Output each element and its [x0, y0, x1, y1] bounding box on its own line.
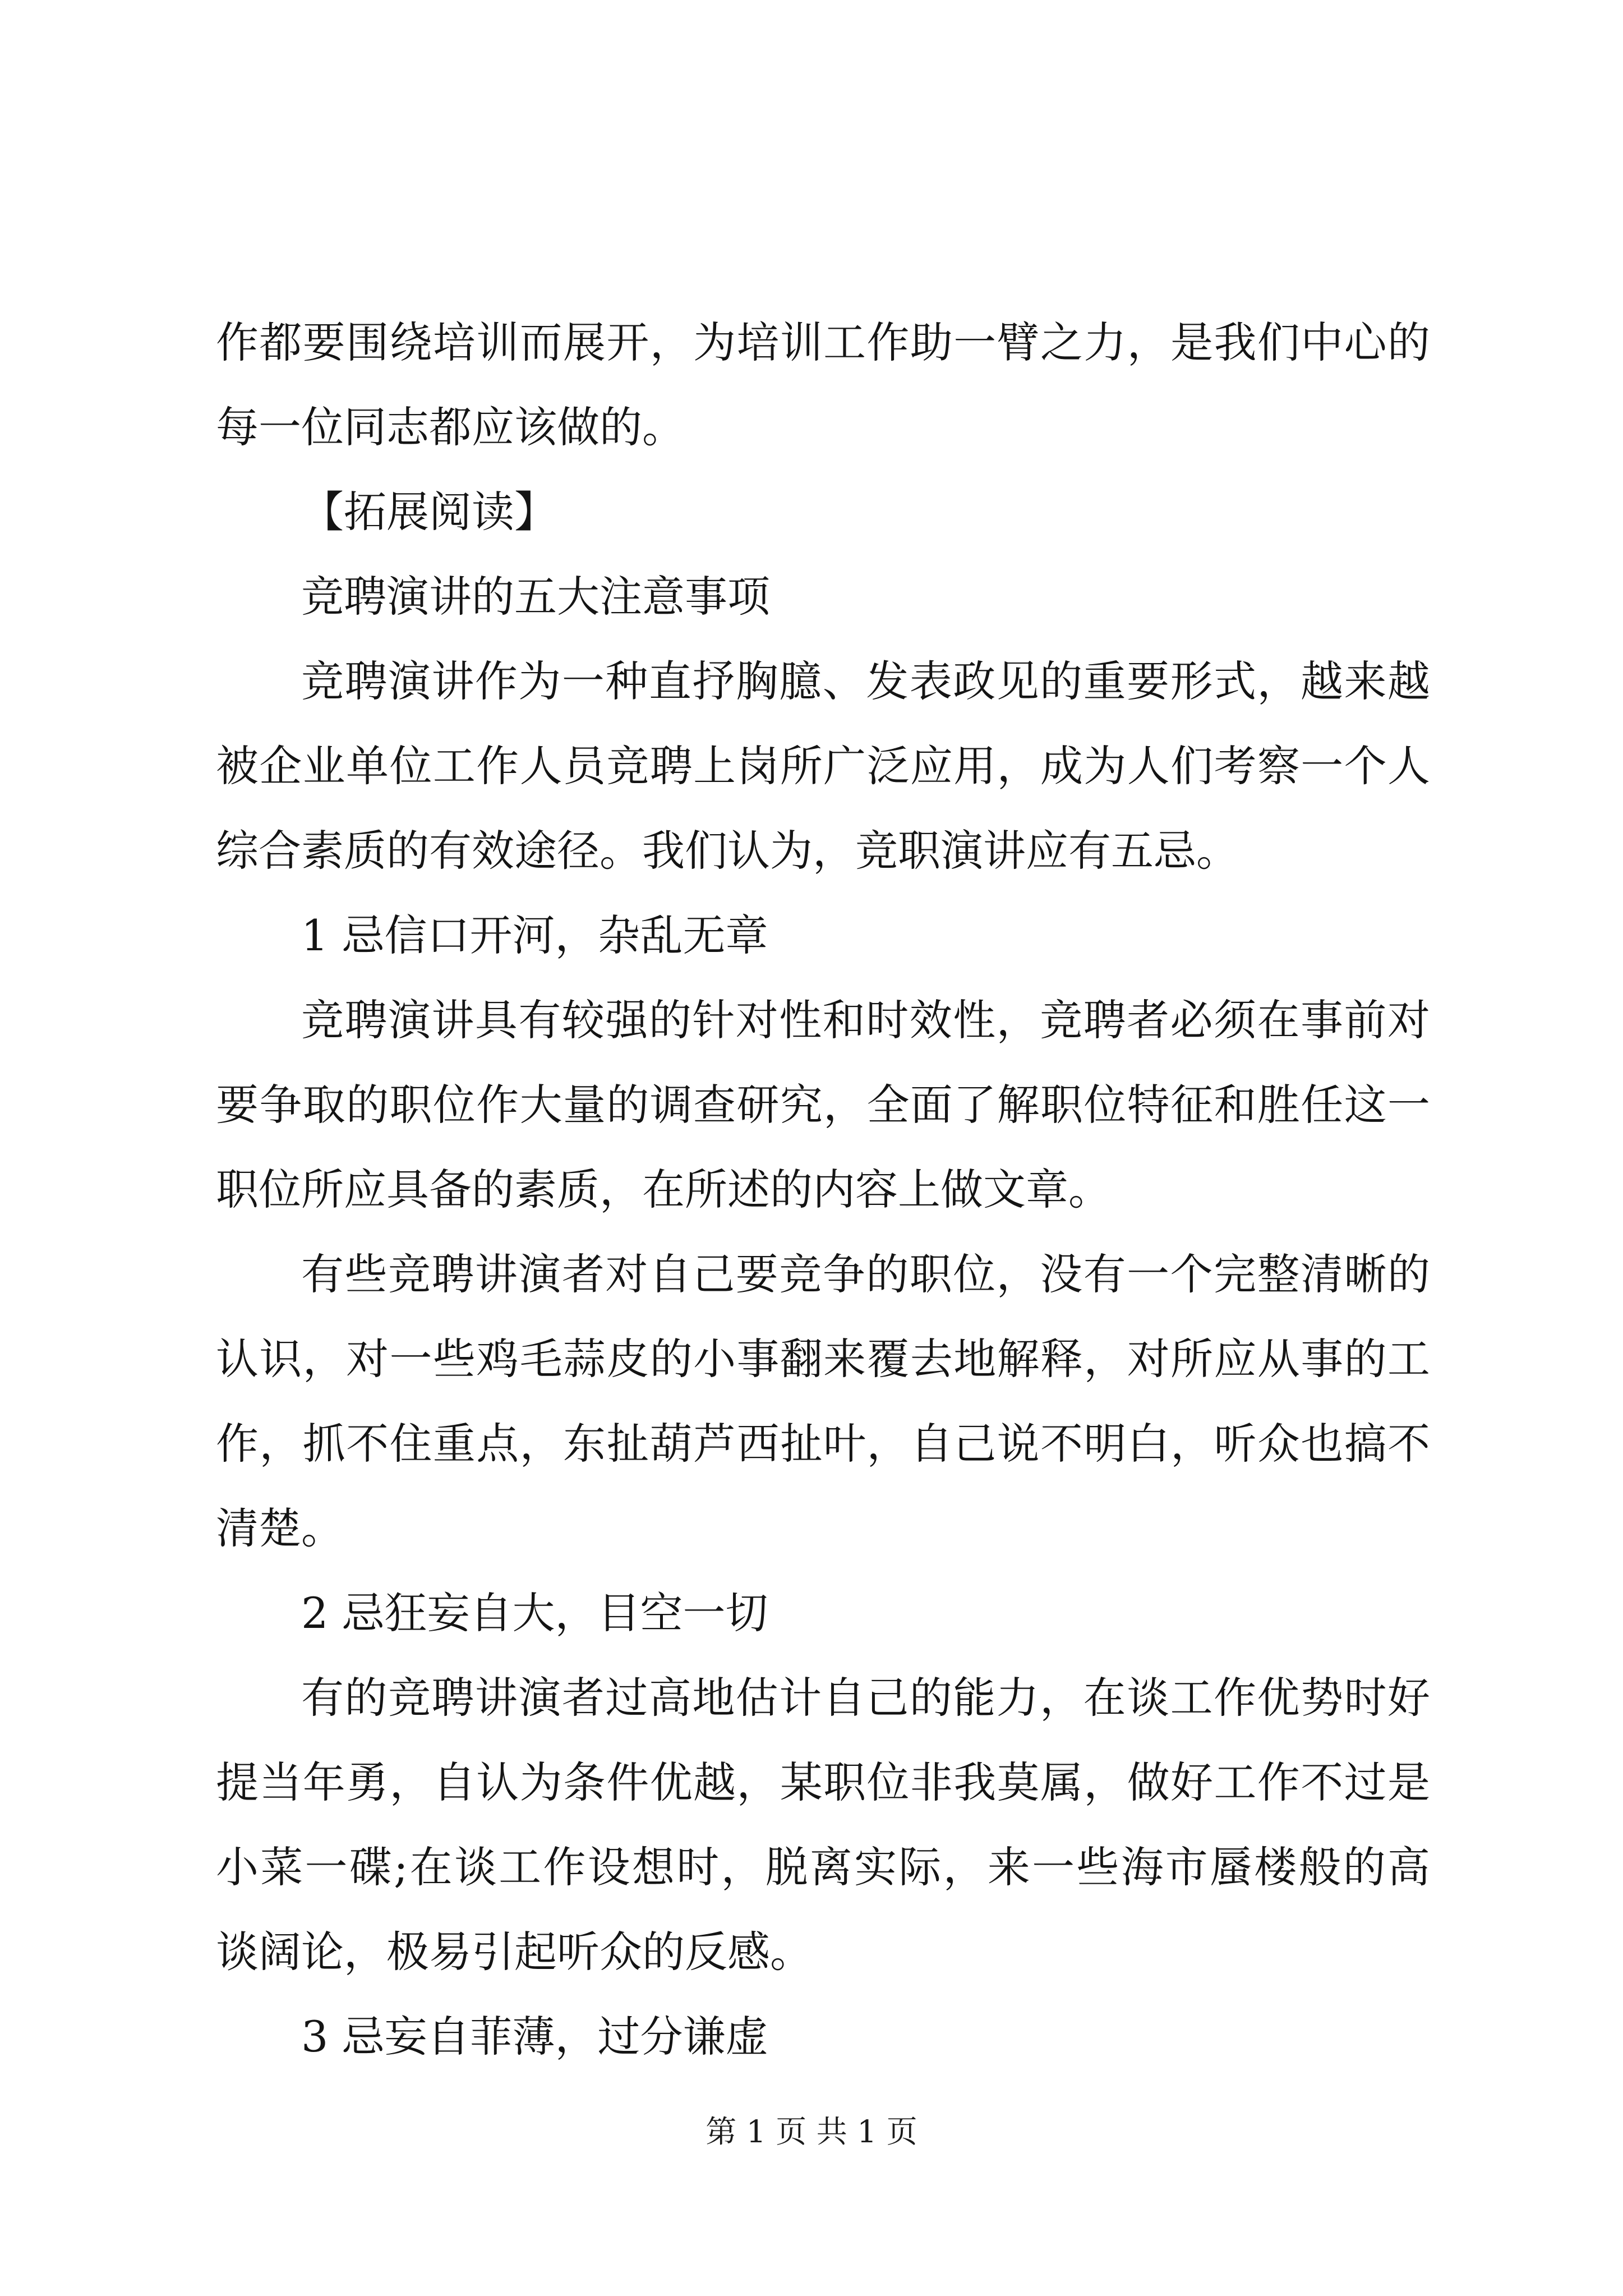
article-title: 竞聘演讲的五大注意事项 [301, 572, 770, 622]
text-line: 被企业单位工作人员竞聘上岗所广泛应用，成为人们考察一个人 [216, 741, 1430, 791]
text-line: 有的竞聘讲演者过高地估计自己的能力，在谈工作优势时好 [301, 1673, 1430, 1723]
point-heading: 3 忌妄自菲薄，过分谦虚 [301, 2012, 768, 2062]
point-heading: 1 忌信口开河，杂乱无章 [301, 910, 768, 960]
page-footer: 第 1 页 共 1 页 [706, 2114, 917, 2150]
section-heading: 【拓展阅读】 [301, 487, 557, 537]
text-line: 有些竞聘讲演者对自己要竞争的职位，没有一个完整清晰的 [301, 1249, 1430, 1299]
text-line: 提当年勇，自认为条件优越，某职位非我莫属，做好工作不过是 [216, 1757, 1430, 1807]
text-line: 小菜一碟;在谈工作设想时，脱离实际，来一些海市蜃楼般的高 [216, 1842, 1430, 1892]
text-line: 作都要围绕培训而展开，为培训工作助一臂之力，是我们中心的 [216, 318, 1430, 367]
document-body [216, 300, 1430, 2079]
text-line: 职位所应具备的素质，在所述的内容上做文章。 [216, 1165, 1111, 1214]
text-line: 谈阔论，极易引起听众的反感。 [216, 1927, 813, 1977]
text-line: 竞聘演讲作为一种直抒胸臆、发表政见的重要形式，越来越 [301, 656, 1430, 706]
text-line: 认识，对一些鸡毛蒜皮的小事翻来覆去地解释，对所应从事的工 [216, 1334, 1430, 1384]
text-line: 清楚。 [216, 1503, 344, 1553]
point-heading: 2 忌狂妄自大，目空一切 [301, 1588, 768, 1638]
text-line: 竞聘演讲具有较强的针对性和时效性，竞聘者必须在事前对 [301, 995, 1430, 1045]
text-line: 综合素质的有效途径。我们认为，竞职演讲应有五忌。 [216, 826, 1239, 876]
text-line: 要争取的职位作大量的调查研究，全面了解职位特征和胜任这一 [216, 1080, 1430, 1130]
text-line: 作，抓不住重点，东扯葫芦西扯叶，自己说不明白，听众也搞不 [216, 1419, 1430, 1469]
text-line: 每一位同志都应该做的。 [216, 402, 685, 452]
